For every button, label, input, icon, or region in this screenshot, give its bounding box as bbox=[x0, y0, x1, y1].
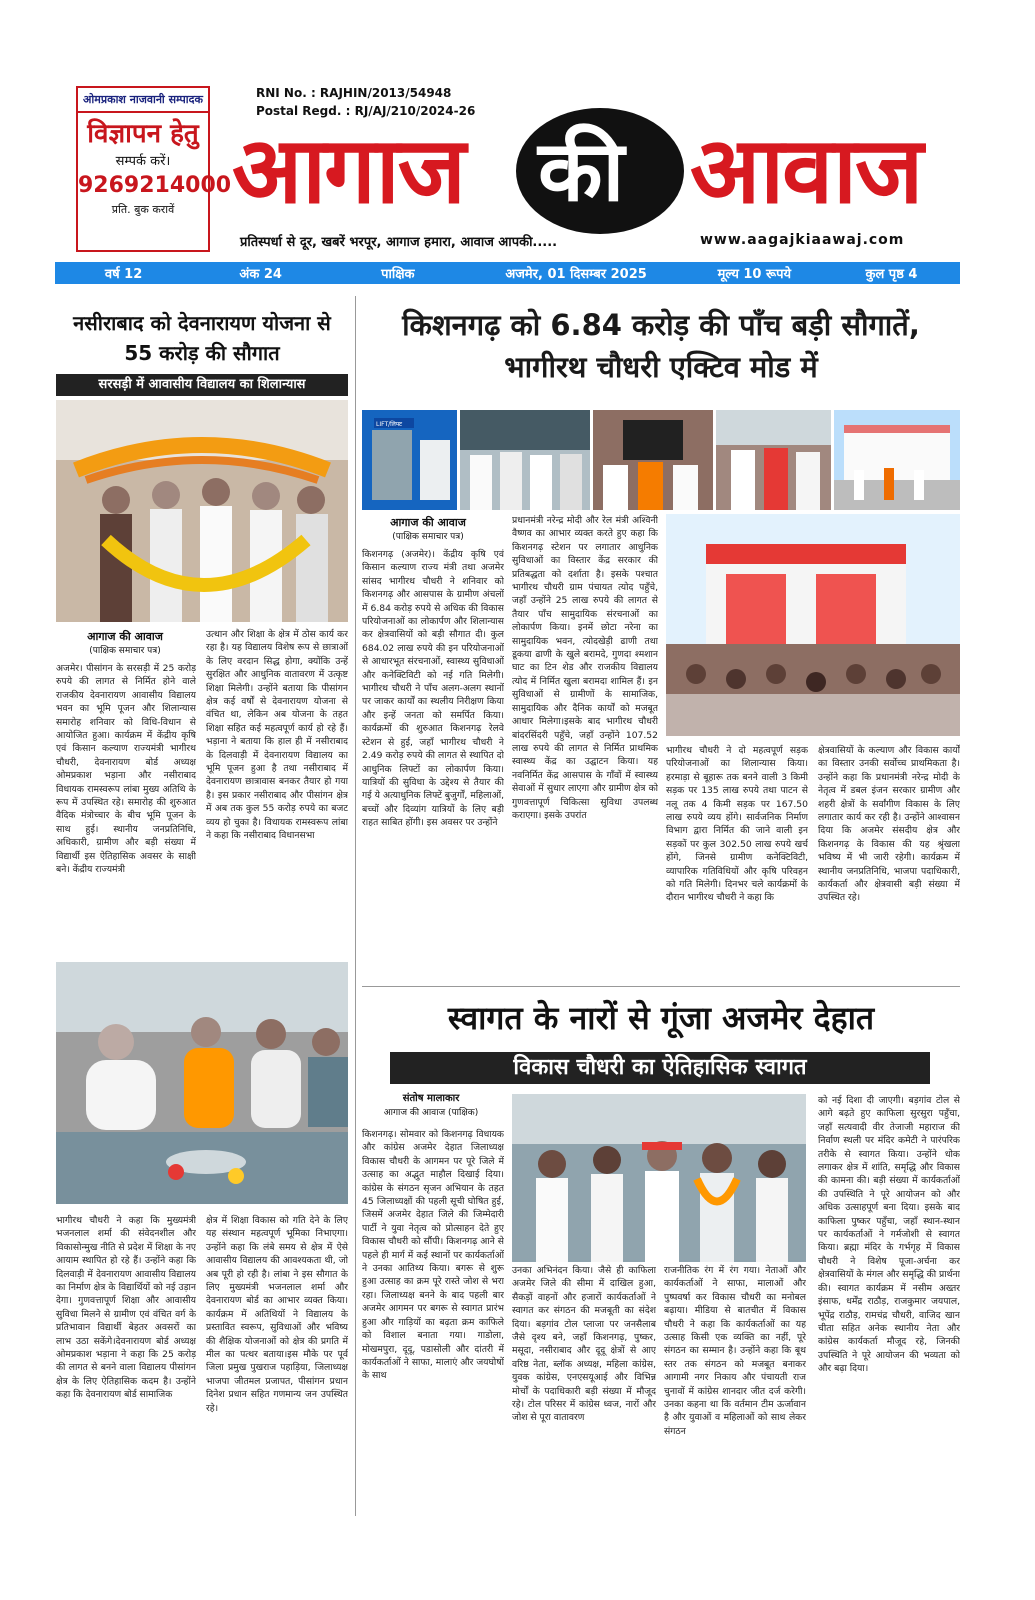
second-story-column-3: राजनीतिक रंग में रंग गया। नेताओं और कार्यकर्ताओं ने साफा, मालाओं और पुष्पवर्षा कर विकास चौधरी का मनोबल बढ़ाया। मीडिया से बातचीत में विकास चौधरी ने कहा कि कार्यकर्ताओं का यह उत्साह किसी एक व्यक्ति का नहीं, पूरे संगठन का सम्मान है। उन्होंने कहा कि बूथ स्तर तक संगठन को मजबूत बनाकर आगामी नगर निकाय और पंचायती राज चुनावों में कांग्रेस शानदार जीत दर्ज करेगी। उनका कहना था कि वर्तमान टीम ऊर्जावान है और युवाओं व महिलाओं को साथ लेकर संगठन bbox=[664, 1265, 806, 1437]
lift-sign-text: LIFT/लिफ्ट bbox=[376, 421, 403, 428]
newspaper-logo bbox=[232, 112, 960, 230]
railway-lift-photo bbox=[362, 410, 457, 510]
community-building-photo bbox=[834, 410, 960, 510]
main-byline-name: आगाज की आवाज bbox=[390, 516, 466, 529]
logo-word-3: आवाज bbox=[690, 117, 922, 224]
second-story-headline: स्वागत के नारों से गूंजा अजमेर देहात bbox=[447, 999, 875, 1037]
main-story-column-1: किशनगढ़ (अजमेर)। केंद्रीय कृषि एवं किसान कल्याण राज्य मंत्री तथा अजमेर सांसद भागीरथ चौधरी ने शनिवार को किशनगढ़ और आसपास के ग्रामीण अंचलों में 6.84 करोड़ रुपये से अधिक की विकास परियोजनाओं का लोकार्पण और शिलान्यास कर क्षेत्रवासियों को बड़ी सौगात दी। कुल 684.02 लाख रुपये की इन परियोजनाओं से आधारभूत संरचनाओं, स्वास्थ्य सुविधाओं और कनेक्टिविटी को नई गति मिलेगी। भागीरथ चौधरी ने पाँच अलग-अलग स्थानों पर जाकर कार्यों का स्थलीय निरीक्षण किया और इन्हें जनता को समर्पित किया। कार्यक्रमों की शुरुआत किशनगढ़ रेलवे स्टेशन से हुई, जहाँ भागीरथ चौधरी ने 2.49 करोड़ रुपये की लागत से स्थापित दो आधुनिक लिफ्टों का लोकार्पण किया। यात्रियों की सुविधा के उद्देश्य से तैयार की गई ये अत्याधुनिक लिफ्टें बुजुर्गों, महिलाओं, बच्चों और दिव्यांग यात्रियों के लिए बड़ी राहत साबित होंगी। इस अवसर पर उन्होंने bbox=[362, 549, 504, 829]
logo-word-2: की bbox=[538, 122, 623, 220]
issue-info-bar bbox=[55, 262, 960, 284]
puja-ceremony-photo bbox=[56, 962, 348, 1204]
left-story-byline bbox=[60, 630, 190, 658]
main-story-column-2: प्रधानमंत्री नरेन्द्र मोदी और रेल मंत्री अश्विनी वैष्णव का आभार व्यक्त करते हुए कहा कि किशनगढ़ स्टेशन पर लगातार आधुनिक सुविधाओं का विस्तार केंद्र सरकार की प्रतिबद्धता को दर्शाता है। इसके पश्चात भागीरथ चौधरी ग्राम पंचायत त्योद पहुँचे, जहाँ उन्होंने 25 लाख रुपये की लागत से तैयार पाँच सामुदायिक संरचनाओं का लोकार्पण किया। इनमें छोटा नरेना का सामुदायिक भवन, त्योदखेड़ी ढाणी तथा डूकया ढाणी के खुले बरामदे, गुणदा श्मशान घाट का टिन शेड और राजकीय विद्यालय त्योद में निर्मित खुला बरामदा शामिल हैं। इन सुविधाओं से ग्रामीणों के सामाजिक, सामुदायिक और दैनिक कार्यों को मजबूत आधार मिलेगा।इसके बाद भागीरथ चौधरी बांदरसिंदरी पहुँचे, जहाँ उन्होंने 107.52 लाख रुपये की लागत से निर्मित प्राथमिक स्वास्थ्य केंद्र का उद्घाटन किया। यह नवनिर्मित केंद्र आसपास के गाँवों में स्वास्थ्य सेवाओं में सुधार लाएगा और ग्रामीण क्षेत्र को गुणवत्तापूर्ण चिकित्सा सुविधा उपलब्ध कराएगा। इसके उपरांत bbox=[512, 515, 658, 821]
left-story-subhead: सरसड़ी में आवासीय विद्यालय का शिलान्यास bbox=[56, 374, 348, 396]
issue-year: वर्ष 12 bbox=[104, 267, 143, 282]
tagline: प्रतिस्पर्धा से दूर, खबरें भरपूर, आगाज हमारा, आवाज आपकी..... bbox=[240, 235, 558, 250]
section-divider bbox=[362, 986, 960, 987]
left-story-column-3: भागीरथ चौधरी ने कहा कि मुख्यमंत्री भजनलाल शर्मा की संवेदनशील और विकासोन्मुख नीति से प्रदेश में शिक्षा के नए आयाम स्थापित हो रहे हैं। उन्होंने कहा कि दिलवाड़ी में देवनारायण आवासीय विद्यालय का निर्माण क्षेत्र के विद्यार्थियों को नई उड़ान देगा। गुणवत्तापूर्ण शिक्षा और आवासीय सुविधा मिलने से ग्रामीण एवं वंचित वर्ग के प्रतिभावान विद्यार्थी बेहतर अवसरों का लाभ उठा सकेंगे।देवनारायण बोर्ड अध्यक्ष ओमप्रकाश भड़ाना ने कहा कि 25 करोड़ की लागत से बनने वाला विद्यालय पीसांगन क्षेत्र के लिए ऐतिहासिक कदम है। उन्होंने कहा कि देवनारायण बोर्ड सामाजिक bbox=[56, 1215, 196, 1401]
main-story-column-3: भागीरथ चौधरी ने दो महत्वपूर्ण सड़क परियोजनाओं का शिलान्यास किया। हरमाड़ा से बूहारू तक बनने वाली 3 किमी सड़क पर 135 लाख रुपये तथा पाटन से नलू तक 4 किमी सड़क पर 167.50 लाख रुपये व्यय होंगे। सार्वजनिक निर्माण विभाग द्वारा निर्मित की जाने वाली इन सड़कों पर कुल 302.50 लाख रुपये खर्च होंगे, जिनसे ग्रामीण कनेक्टिविटी, व्यापारिक गतिविधियों और कृषि परिवहन को गति मिलेगी। दिनभर चले कार्यक्रमों के दौरान भागीरथ चौधरी ने कहा कि bbox=[666, 745, 808, 904]
main-story-byline bbox=[368, 516, 488, 544]
issue-price: मूल्य 10 रूपये bbox=[717, 267, 792, 282]
welcome-rally-photo bbox=[512, 1094, 806, 1262]
inauguration-photo-2 bbox=[460, 410, 590, 510]
second-byline-sub: आगाज की आवाज (पाक्षिक) bbox=[383, 1108, 479, 1118]
website-link[interactable]: www.aagajkiaawaj.com bbox=[700, 232, 905, 248]
left-story-headline: नसीराबाद को देवनारायण योजना से 55 करोड़ की सौगात bbox=[73, 311, 331, 365]
second-byline-name: संतोष मालाकार bbox=[402, 1093, 460, 1104]
second-story-column-4: को नई दिशा दी जाएगी। बड़गांव टोल से आगे बढ़ते हुए काफिला सुरसुरा पहुँचा, जहाँ सत्यवादी वीर तेजाजी महाराज की निर्वाण स्थली पर मंदिर कमेटी ने पारंपरिक तरीके से स्वागत किया। उन्होंने धोक लगाकर क्षेत्र में शांति, समृद्धि और विकास की कामना की। बड़ी संख्या में कार्यकर्ताओं की उपस्थिति ने पूरे आयोजन को और अधिक उत्साहपूर्ण बना दिया। इसके बाद काफिला पुष्कर पहुँचा, जहाँ स्थान-स्थान पर कार्यकर्ताओं ने गर्मजोशी से स्वागत किया। ब्रह्मा मंदिर के गर्भगृह में विकास चौधरी ने विशेष पूजा-अर्चना कर क्षेत्रवासियों के मंगल और समृद्धि की प्रार्थना की। स्वागत कार्यक्रम में नसीम अख्तर इंसाफ, धर्मेंद्र राठौड़, राजकुमार जयपाल, भूपेंद्र राठौड़, रामचंद्र चौधरी, वाजिद खान चीता सहित अनेक स्थानीय नेता और कांग्रेस कार्यकर्ता मौजूद रहे, जिनकी उपस्थिति ने पूरे आयोजन की भव्यता को और बढ़ा दिया। bbox=[818, 1095, 960, 1375]
second-story-column-1: किशनगढ़। सोमवार को किशनगढ़ विधायक और कांग्रेस अजमेर देहात जिलाध्यक्ष विकास चौधरी के आगमन पर पूरे जिले में उत्साह का अद्भुत माहौल दिखाई दिया। कांग्रेस के संगठन सृजन अभियान के तहत 45 जिलाध्यक्षों की पहली सूची घोषित हुई, जिसमें अजमेर देहात जिले की जिम्मेदारी पार्टी ने युवा नेतृत्व को प्रोत्साहन देते हुए विकास चौधरी को सौंपी। किशनगढ़ आने से पहले ही मार्ग में कई स्थानों पर कार्यकर्ताओं ने उनका आतिथ्य किया। बगरू से शुरू हुआ उत्साह का क्रम पूरे रास्ते जोश से भरा रहा। जिलाध्यक्ष बनने के बाद पहली बार अजमेर आगमन पर बगरू से स्वागत प्रारंभ हुआ और गाड़ियों का बढ़ता क्रम काफिले को विशाल बनाता गया। गाडोला, मोखमपुरा, दूदू, पडासोली और दांतरी में कार्यकर्ताओं ने साफा, मालाएं और जयघोषों के साथ bbox=[362, 1129, 504, 1382]
ad-title: विज्ञापन हेतु bbox=[87, 119, 199, 149]
foundation-ceremony-photo bbox=[56, 400, 348, 622]
column-divider bbox=[355, 296, 356, 1516]
main-byline-sub: (पाक्षिक समाचार पत्र) bbox=[392, 532, 464, 542]
main-headline-line-1: किशनगढ़ को 6.84 करोड़ की पाँच बड़ी सौगातें, bbox=[402, 308, 920, 342]
issue-number: अंक 24 bbox=[239, 267, 282, 282]
second-story-byline bbox=[366, 1092, 496, 1120]
editor-credit: ओमप्रकाश नाजवानी सम्पादक bbox=[78, 88, 208, 113]
postal-registration: Postal Regd. : RJ/AJ/210/2024-26 bbox=[256, 104, 476, 118]
logo-word-1: आगाज bbox=[232, 117, 464, 224]
advertisement-box bbox=[76, 86, 232, 252]
ad-phone-number: 9269214000 bbox=[78, 173, 232, 198]
left-story-column-2: उत्थान और शिक्षा के क्षेत्र में ठोस कार्य कर रहा है। यह विद्यालय विशेष रूप से छात्राओं के लिए वरदान सिद्ध होगा, क्योंकि उन्हें सुरक्षित और आधुनिक वातावरण में उत्कृष्ट शिक्षा मिलेगी। उन्होंने बताया कि पीसांगन क्षेत्र कई वर्षों से देवनारायण योजना से वंचित था, लेकिन अब योजना के तहत शिक्षा सहित कई महत्वपूर्ण कार्य हो रहे हैं। भड़ाना ने बताया कि हाल ही में नसीराबाद के दिलवाड़ी में देवनारायण विद्यालय का भूमि पूजन हुआ है तथा नसीराबाद में देवनारायण छात्रावास बनकर तैयार हो गया है। इस प्रकार नसीराबाद और पीसांगन क्षेत्र में अब तक कुल 55 करोड़ रुपये का बजट व्यय हो चुका है। विधायक रामस्वरूप लांबा ने कहा कि नसीराबाद विधानसभा bbox=[206, 629, 348, 842]
left-byline-sub: (पाक्षिक समाचार पत्र) bbox=[89, 646, 161, 656]
main-headline-line-2: भागीरथ चौधरी एक्टिव मोड में bbox=[504, 350, 818, 384]
issue-frequency: पाक्षिक bbox=[381, 267, 415, 282]
ad-note: प्रति. बुक करावें bbox=[111, 203, 175, 216]
issue-place-date: अजमेर, 01 दिसम्बर 2025 bbox=[505, 267, 647, 282]
left-byline-name: आगाज की आवाज bbox=[87, 630, 163, 643]
inauguration-photo-4 bbox=[716, 410, 831, 510]
issue-page-count: कुल पृष्ठ 4 bbox=[865, 267, 918, 282]
left-story-column-1: अजमेर। पीसांगन के सरसड़ी में 25 करोड़ रुपये की लागत से निर्मित होने वाले राजकीय देवनारायण आवासीय विद्यालय भवन का भूमि पूजन और शिलान्यास समारोह शनिवार को विधि-विधान से आयोजित हुआ। कार्यक्रम में केंद्रीय कृषि एवं किसान कल्याण राज्यमंत्री भागीरथ चौधरी, देवनारायण बोर्ड अध्यक्ष ओमप्रकाश भड़ाना और नसीराबाद विधायक रामस्वरूप लांबा मुख्य अतिथि के रूप में उपस्थित रहे। समारोह की शुरुआत वैदिक मंत्रोच्चार के बीच भूमि पूजन के साथ हुई। स्थानीय जनप्रतिनिधि, अधिकारी, ग्रामीण और बड़ी संख्या में विद्यार्थी इस ऐतिहासिक अवसर के साक्षी बने। केंद्रीय राज्यमंत्री bbox=[56, 663, 196, 876]
second-story-subhead: विकास चौधरी का ऐतिहासिक स्वागत bbox=[390, 1052, 930, 1084]
second-story-column-2: उनका अभिनंदन किया। जैसे ही काफिला अजमेर जिले की सीमा में दाखिल हुआ, सैकड़ों वाहनों और हजारों कार्यकर्ताओं ने स्वागत कर संगठन की मजबूती का संदेश दिया। बड़गांव टोल प्लाजा पर जनसैलाब जैसे दृश्य बने, जहाँ किशनगढ़, पुष्कर, मसूदा, नसीराबाद और दूदू क्षेत्रों से आए वरिष्ठ नेता, ब्लॉक अध्यक्ष, महिला कांग्रेस, युवक कांग्रेस, एनएसयूआई और विभिन्न मोर्चों के पदाधिकारी बड़ी संख्या में मौजूद रहे। टोल परिसर में कांग्रेस ध्वज, नारों और जोश से पूरा वातावरण bbox=[512, 1265, 656, 1424]
left-story-column-4: क्षेत्र में शिक्षा विकास को गति देने के लिए यह संस्थान महत्वपूर्ण भूमिका निभाएगा। उन्होंने कहा कि लंबे समय से क्षेत्र में ऐसे आवासीय विद्यालय की आवश्यकता थी, जो अब पूरी हो रही है। लांबा ने इस सौगात के लिए मुख्यमंत्री भजनलाल शर्मा और देवनारायण बोर्ड का आभार व्यक्त किया। कार्यक्रम में अतिथियों ने विद्यालय के प्रस्तावित स्वरूप, सुविधाओं और भविष्य की शैक्षिक योजनाओं को क्षेत्र की प्रगति में मील का पत्थर बताया।इस मौके पर पूर्व जिला प्रमुख पुखराज पहाड़िया, जिलाध्यक्ष भाजपा जीतमल प्रजापत, पीसांगन प्रधान दिनेश प्रधान सहित गणमान्य जन उपस्थित रहे। bbox=[206, 1215, 348, 1414]
main-story-headline bbox=[362, 304, 960, 388]
inauguration-photo-3 bbox=[593, 410, 713, 510]
main-story-column-4: क्षेत्रवासियों के कल्याण और विकास कार्यों का विस्तार उनकी सर्वोच्च प्राथमिकता है। उन्होंने कहा कि प्रधानमंत्री नरेन्द्र मोदी के नेतृत्व में डबल इंजन सरकार ग्रामीण और शहरी क्षेत्रों के सर्वांगीण विकास के लिए लगातार कार्य कर रही है। उन्होंने आश्वासन दिया कि अजमेर संसदीय क्षेत्र और किशनगढ़ के विकास की यह श्रृंखला भविष्य में भी जारी रहेगी। कार्यक्रम में स्थानीय जनप्रतिनिधि, भाजपा पदाधिकारी, कार्यकर्ता और क्षेत्रवासी बड़ी संख्या में उपस्थित रहे। bbox=[818, 745, 960, 904]
rni-number: RNI No. : RAJHIN/2013/54948 bbox=[256, 86, 452, 100]
health-centre-photo bbox=[666, 514, 960, 736]
ad-contact-label: सम्पर्क करें। bbox=[115, 154, 171, 169]
